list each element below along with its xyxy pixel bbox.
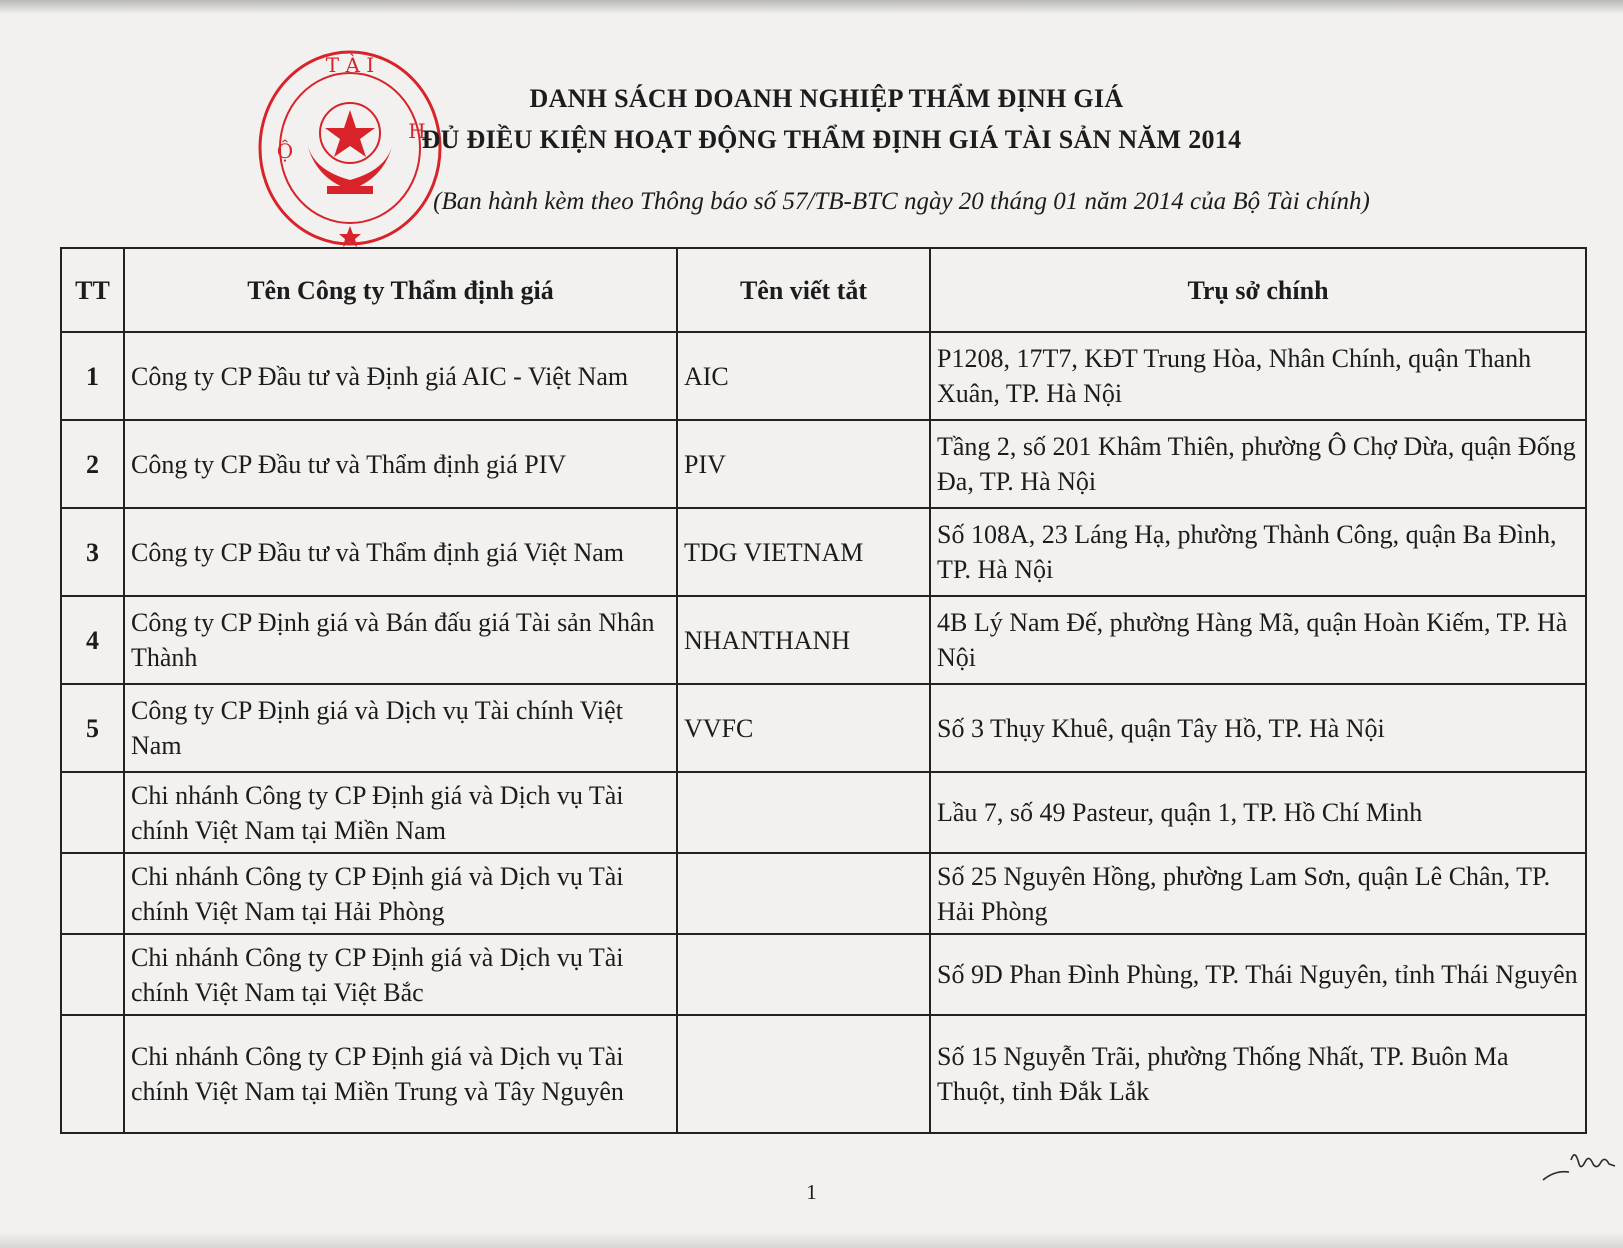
table-row — [61, 1015, 1586, 1133]
company-name: Công ty CP Đầu tư và Định giá AIC - Việt Nam — [124, 332, 677, 420]
table-row — [61, 684, 1586, 772]
company-address: Số 108A, 23 Láng Hạ, phường Thành Công, quận Ba Đình, TP. Hà Nội — [930, 508, 1586, 596]
row-number: 1 — [61, 332, 124, 420]
company-name: Chi nhánh Công ty CP Định giá và Dịch vụ Tài chính Việt Nam tại Việt Bắc — [124, 934, 677, 1015]
company-address: Lầu 7, số 49 Pasteur, quận 1, TP. Hồ Chí Minh — [930, 772, 1586, 853]
row-number: 5 — [61, 684, 124, 772]
company-abbreviation: TDG VIETNAM — [677, 508, 930, 596]
company-name: Công ty CP Đầu tư và Thẩm định giá PIV — [124, 420, 677, 508]
company-abbreviation: VVFC — [677, 684, 930, 772]
company-name: Chi nhánh Công ty CP Định giá và Dịch vụ Tài chính Việt Nam tại Miền Nam — [124, 772, 677, 853]
row-number — [61, 853, 124, 934]
page-number: 1 — [806, 1180, 817, 1204]
table-row — [61, 508, 1586, 596]
row-number: 2 — [61, 420, 124, 508]
company-abbreviation — [677, 934, 930, 1015]
company-name: Công ty CP Đầu tư và Thẩm định giá Việt Nam — [124, 508, 677, 596]
svg-text:H: H — [408, 119, 426, 143]
company-table — [60, 247, 1587, 1134]
svg-text:T À I: T À I — [325, 53, 375, 77]
company-address: 4B Lý Nam Đế, phường Hàng Mã, quận Hoàn Kiếm, TP. Hà Nội — [930, 596, 1586, 684]
row-number — [61, 934, 124, 1015]
company-address: Số 9D Phan Đình Phùng, TP. Thái Nguyên, tỉnh Thái Nguyên — [930, 934, 1586, 1015]
company-address: Số 25 Nguyên Hồng, phường Lam Sơn, quận Lê Chân, TP. Hải Phòng — [930, 853, 1586, 934]
scan-shadow-top — [0, 0, 1623, 14]
column-header-company-name: Tên Công ty Thẩm định giá — [124, 248, 677, 332]
column-header-tt: TT — [61, 248, 124, 332]
company-address: P1208, 17T7, KĐT Trung Hòa, Nhân Chính, quận Thanh Xuân, TP. Hà Nội — [930, 332, 1586, 420]
table-row — [61, 934, 1586, 1015]
document-title-line2: ĐỦ ĐIỀU KIỆN HOẠT ĐỘNG THẨM ĐỊNH GIÁ TÀI SẢN NĂM 2014 — [421, 125, 1242, 154]
table-header-row — [61, 248, 1586, 332]
table-row — [61, 420, 1586, 508]
company-abbreviation — [677, 1015, 930, 1133]
company-address: Số 15 Nguyễn Trãi, phường Thống Nhất, TP. Buôn Ma Thuột, tỉnh Đắk Lắk — [930, 1015, 1586, 1133]
company-name: Công ty CP Định giá và Bán đấu giá Tài sản Nhân Thành — [124, 596, 677, 684]
row-number: 3 — [61, 508, 124, 596]
svg-text:Ộ: Ộ — [276, 139, 294, 163]
company-address: Số 3 Thụy Khuê, quận Tây Hồ, TP. Hà Nội — [930, 684, 1586, 772]
row-number — [61, 772, 124, 853]
company-name: Công ty CP Định giá và Dịch vụ Tài chính Việt Nam — [124, 684, 677, 772]
company-abbreviation — [677, 772, 930, 853]
column-header-head-office: Trụ sở chính — [930, 248, 1586, 332]
row-number: 4 — [61, 596, 124, 684]
row-number — [61, 1015, 124, 1133]
company-address: Tầng 2, số 201 Khâm Thiên, phường Ô Chợ Dừa, quận Đống Đa, TP. Hà Nội — [930, 420, 1586, 508]
scan-shadow-bottom — [0, 1232, 1623, 1248]
table-row — [61, 772, 1586, 853]
company-name: Chi nhánh Công ty CP Định giá và Dịch vụ Tài chính Việt Nam tại Hải Phòng — [124, 853, 677, 934]
table-row — [61, 596, 1586, 684]
document-title-line1: DANH SÁCH DOANH NGHIỆP THẨM ĐỊNH GIÁ — [529, 84, 1124, 113]
column-header-abbreviation: Tên viết tắt — [677, 248, 930, 332]
table-row — [61, 332, 1586, 420]
document-subtitle: (Ban hành kèm theo Thông báo số 57/TB-BTC ngày 20 tháng 01 năm 2014 của Bộ Tài chính) — [433, 188, 1370, 215]
company-abbreviation: NHANTHANH — [677, 596, 930, 684]
company-abbreviation: PIV — [677, 420, 930, 508]
company-abbreviation: AIC — [677, 332, 930, 420]
table-row — [61, 853, 1586, 934]
company-abbreviation — [677, 853, 930, 934]
company-name: Chi nhánh Công ty CP Định giá và Dịch vụ Tài chính Việt Nam tại Miền Trung và Tây Nguyên — [124, 1015, 677, 1133]
